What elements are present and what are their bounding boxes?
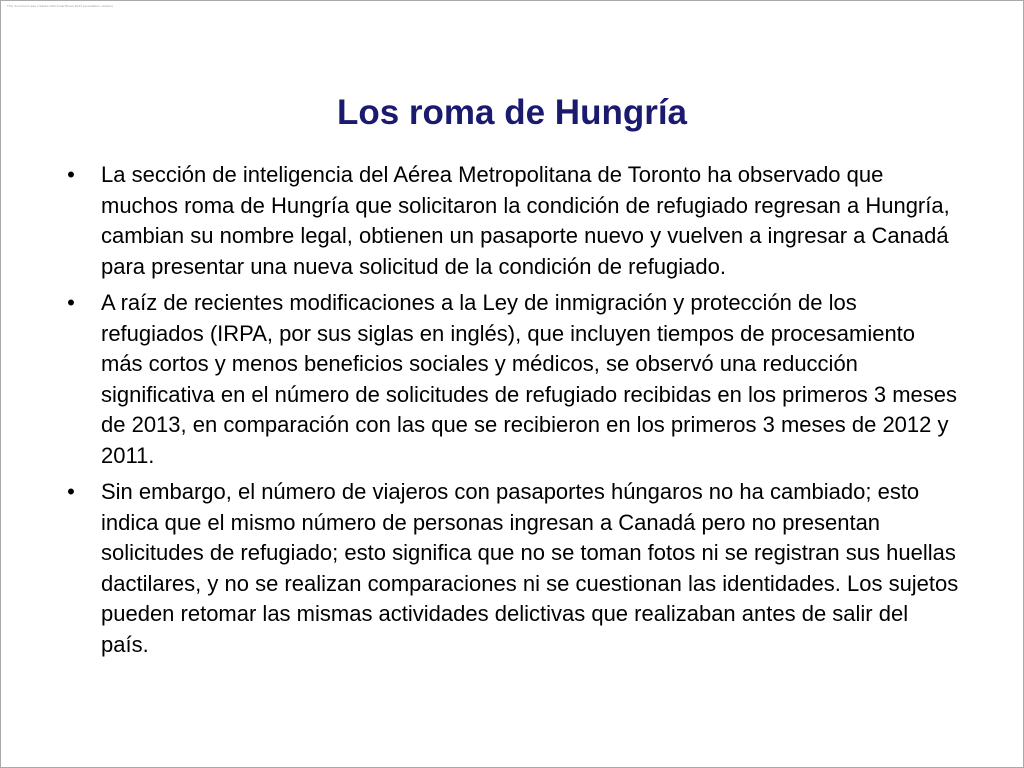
- bullet-text: La sección de inteligencia del Aérea Metropolitana de Toronto ha observado que muchos roma de Hungría que solicitaron la condición de refugiado regresan a Hungría, cambian su nombre legal, obtienen un pasaporte nuevo y vuelven a ingresar a Canadá para presentar una nueva solicitud de la condición de refugiado.: [101, 162, 950, 279]
- bullet-text: Sin embargo, el número de viajeros con pasaportes húngaros no ha cambiado; esto indica que el mismo número de personas ingresan a Canadá pero no presentan solicitudes de refugiado; esto significa que no se toman fotos ni se registran sus huellas dactilares, y no se realizan comparaciones ni se cuestionan las identidades. Los sujetos pueden retomar las mismas actividades delictivas que realizaban antes de salir del país.: [101, 479, 959, 657]
- bullet-item: [61, 288, 961, 471]
- header-note: This document was created with SmartDraw 2013 (evaluation version): [7, 4, 114, 8]
- bullet-dot-icon: •: [67, 479, 75, 504]
- bullet-dot-icon: •: [67, 290, 75, 315]
- slide-title: Los roma de Hungría: [336, 93, 688, 132]
- bullet-text: A raíz de recientes modificaciones a la Ley de inmigración y protección de los refugiados (IRPA, por sus siglas en inglés), que incluyen tiempos de procesamiento más cortos y menos beneficios sociales y médicos, se observó una reducción significativa en el número de solicitudes de refugiado recibidas en los primeros 3 meses de 2013, en comparación con las que se recibieron en los primeros 3 meses de 2012 y 2011.: [101, 290, 958, 468]
- bullet-item: [61, 477, 961, 660]
- bullet-item: [61, 160, 961, 282]
- bullet-dot-icon: •: [67, 162, 75, 187]
- bullet-list: [61, 160, 961, 666]
